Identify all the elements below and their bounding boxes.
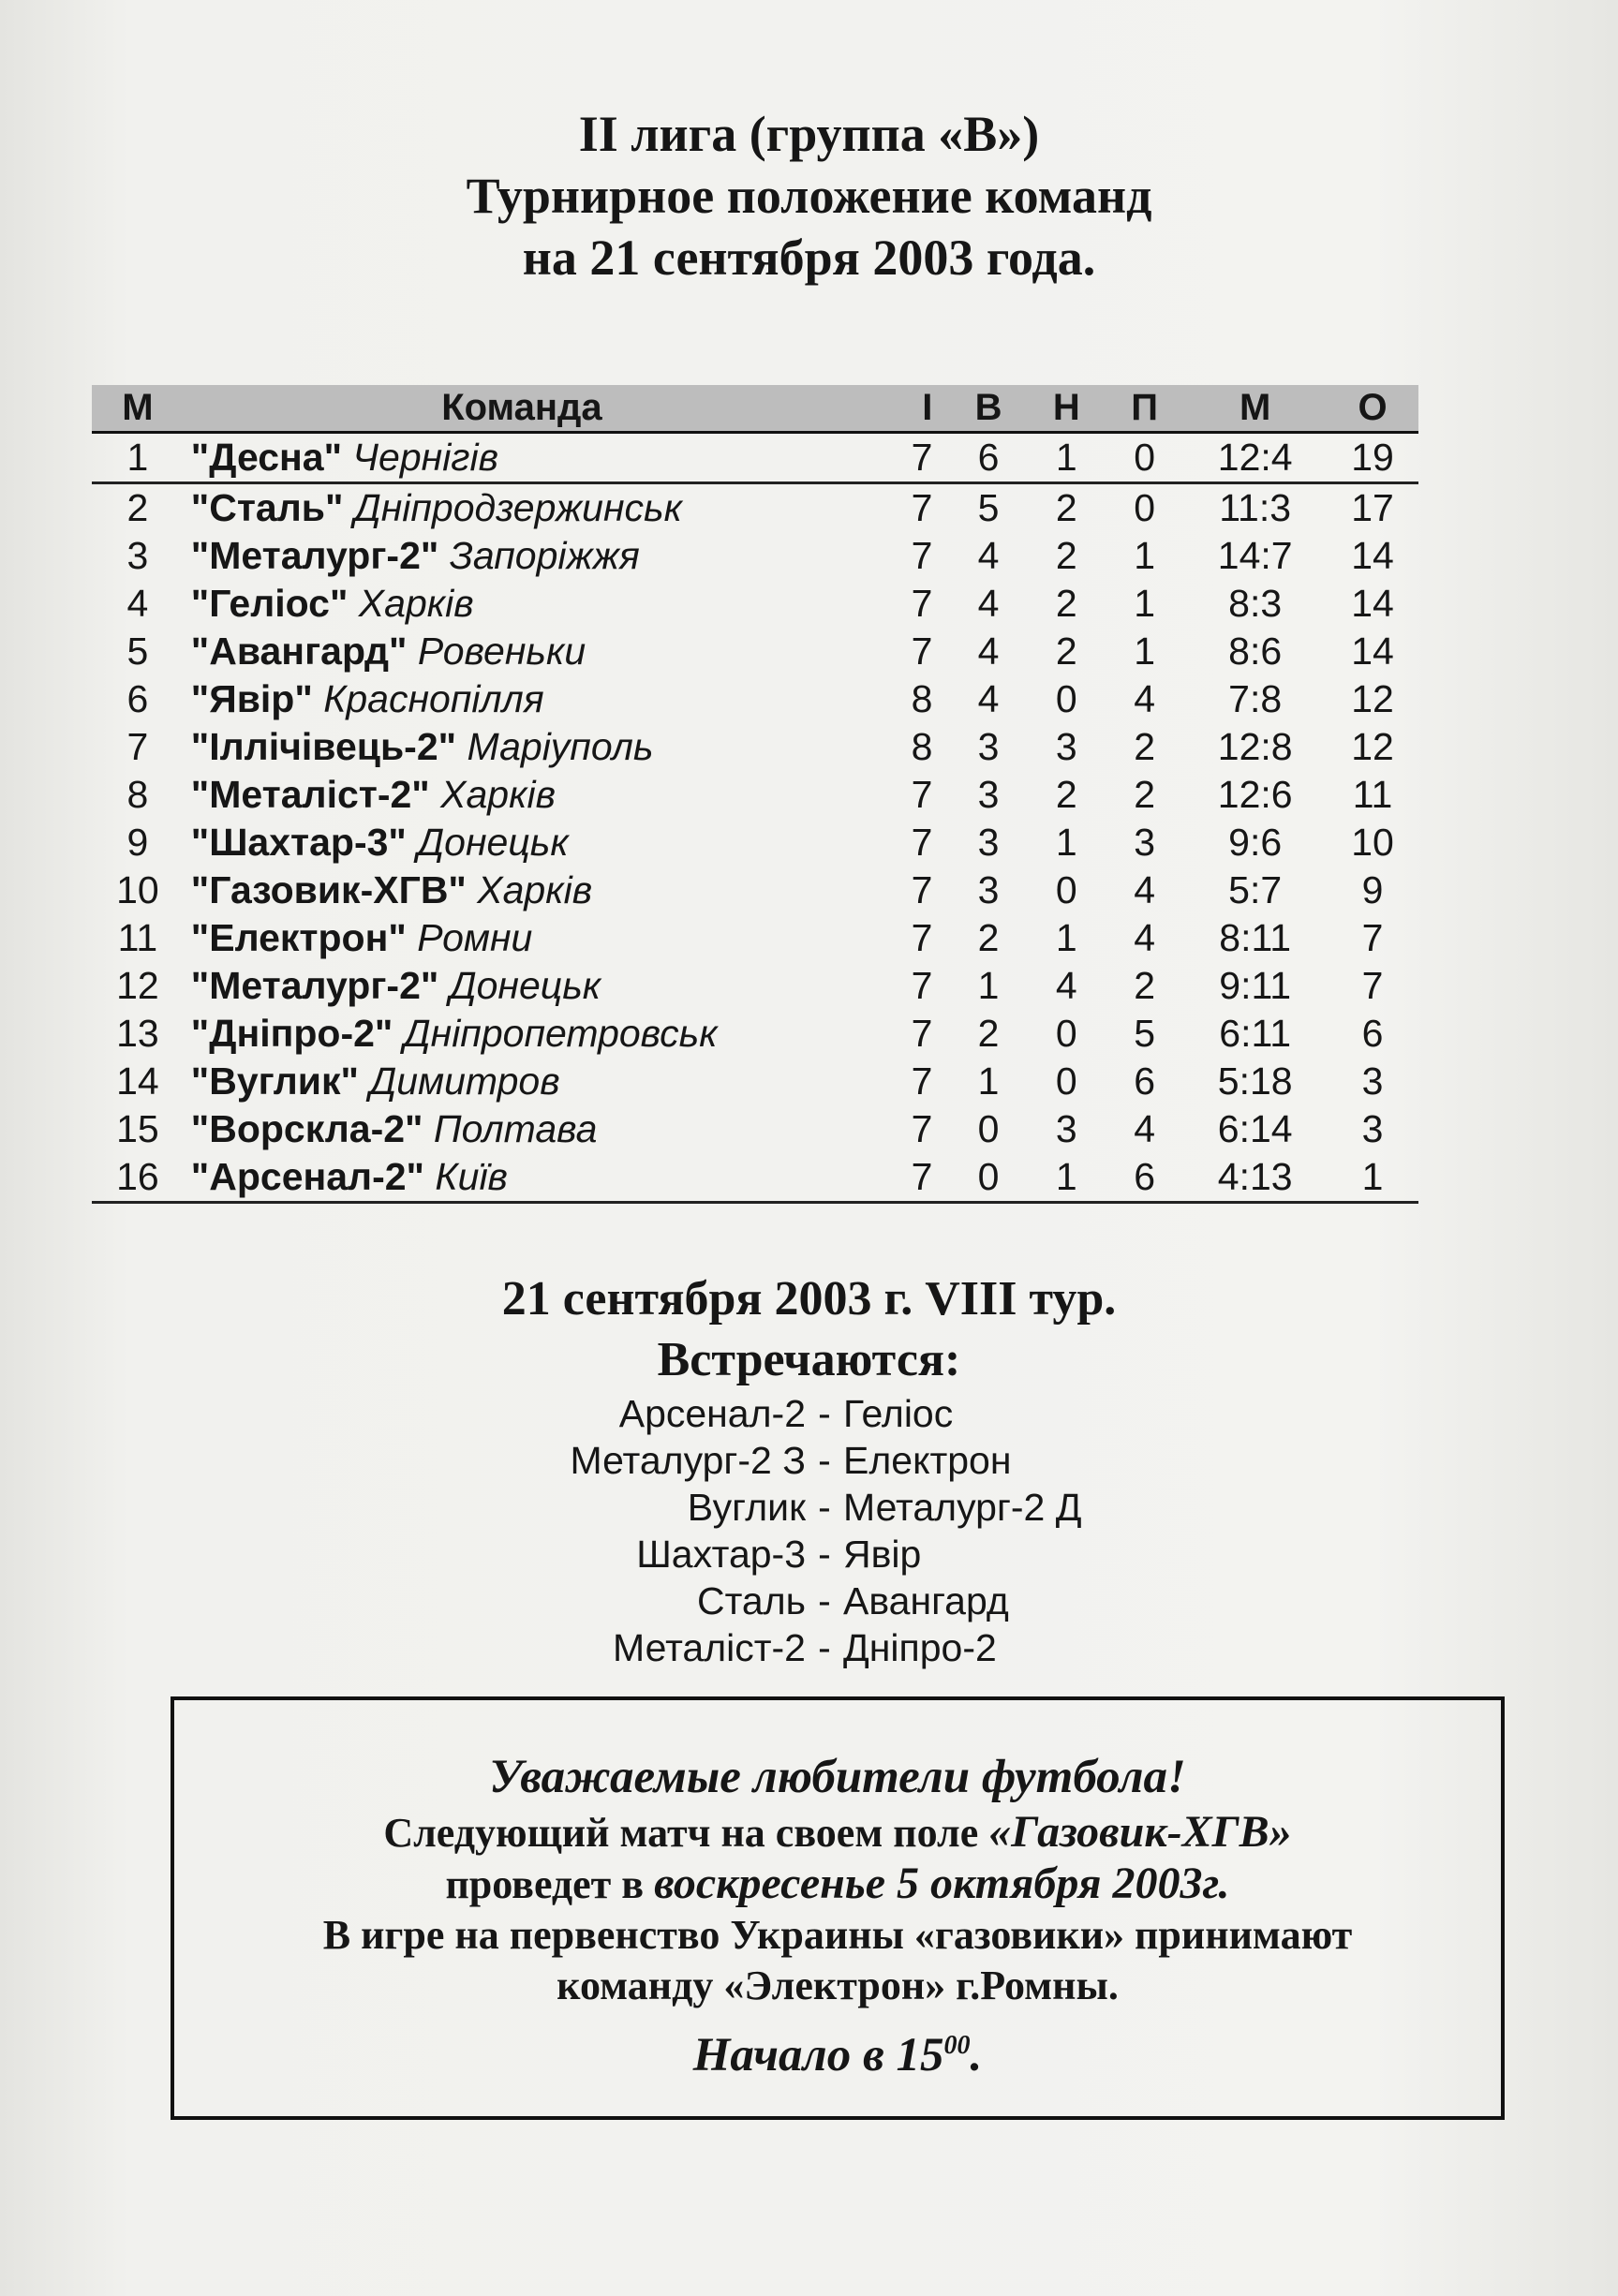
row-losses: 2	[1134, 725, 1155, 768]
row-played: 8	[911, 725, 933, 768]
team-city: Полтава	[433, 1107, 598, 1150]
team-city: Краснопілля	[323, 677, 544, 720]
row-points: 12	[1351, 677, 1394, 720]
standings-row	[92, 675, 1418, 723]
standings-table	[92, 385, 1418, 1204]
row-draws: 2	[1055, 773, 1077, 816]
row-losses: 1	[1134, 534, 1155, 577]
row-position: 15	[116, 1107, 159, 1150]
row-draws: 1	[1055, 821, 1077, 864]
row-wins: 4	[977, 677, 1000, 720]
team-name: "Сталь"	[190, 486, 344, 529]
row-losses: 4	[1134, 1107, 1155, 1150]
row-draws: 1	[1028, 1153, 1106, 1203]
team-name: "Шахтар-3"	[190, 821, 407, 864]
row-draws: 0	[1055, 868, 1077, 911]
announcement-line-opponent: В игре на первенство Украины «газовики» принимают	[322, 1912, 1353, 1958]
fixture-row	[468, 1531, 1218, 1578]
team-city: Чернігів	[352, 436, 499, 479]
team-name: "Металург-2"	[190, 964, 439, 1007]
row-position: 5	[126, 630, 149, 673]
team-name: "Десна"	[190, 436, 343, 479]
row-played: 7	[911, 582, 933, 625]
row-wins: 1	[977, 1059, 1000, 1103]
row-points: 1	[1327, 1153, 1418, 1203]
fixture-home-team: Вуглик	[687, 1486, 806, 1529]
fixture-away-team: Металург-2 Д	[843, 1486, 1082, 1529]
announcement-line-team: команду «Электрон» г.Ромны.	[557, 1963, 1119, 2008]
row-goals: 7:8	[1228, 677, 1283, 720]
row-played: 7	[911, 1107, 933, 1150]
row-position: 13	[116, 1012, 159, 1055]
row-losses: 6	[1134, 1059, 1155, 1103]
standings-title: Турнирное положение команд	[466, 168, 1152, 224]
row-points: 11	[1352, 773, 1393, 816]
standings-row	[92, 483, 1418, 533]
fixture-home-team: Металург-2 З	[570, 1439, 806, 1482]
row-points: 10	[1351, 821, 1394, 864]
row-wins: 4	[977, 630, 1000, 673]
team-city: Запоріжжя	[449, 534, 640, 577]
team-city: Харків	[358, 582, 474, 625]
announcement-box	[171, 1696, 1505, 2120]
fixture-separator: -	[818, 1579, 831, 1622]
row-points: 3	[1361, 1059, 1384, 1103]
team-name: "Металіст-2"	[190, 773, 430, 816]
row-position: 16	[92, 1153, 184, 1203]
team-city: Київ	[435, 1155, 508, 1198]
row-played: 8	[911, 677, 933, 720]
row-position: 12	[116, 964, 159, 1007]
fixture-row	[468, 1437, 1218, 1484]
row-points: 7	[1361, 916, 1384, 959]
row-wins: 2	[977, 916, 1000, 959]
fixture-separator: -	[818, 1439, 831, 1482]
row-position: 2	[126, 486, 149, 529]
row-losses: 2	[1134, 773, 1155, 816]
row-team	[184, 771, 853, 819]
row-wins: 6	[949, 433, 1027, 483]
row-losses: 4	[1134, 677, 1155, 720]
row-team	[184, 867, 853, 914]
row-draws: 0	[1055, 677, 1077, 720]
team-name: "Газовик-ХГВ"	[190, 868, 467, 911]
row-played: 7	[911, 1059, 933, 1103]
standings-row	[92, 819, 1418, 867]
row-draws: 0	[1055, 1012, 1077, 1055]
kickoff-period: .	[970, 2029, 983, 2081]
fixture-away-team: Явір	[843, 1533, 922, 1576]
team-city: Дніпропетровськ	[403, 1012, 718, 1055]
row-losses: 1	[1134, 582, 1155, 625]
team-name: "Геліос"	[190, 582, 349, 625]
row-goals: 6:14	[1217, 1107, 1293, 1150]
row-draws: 2	[1055, 486, 1077, 529]
row-wins: 3	[977, 725, 1000, 768]
row-position: 1	[92, 433, 184, 483]
row-position: 9	[126, 821, 149, 864]
row-played: 7	[911, 916, 933, 959]
row-goals: 12:4	[1183, 433, 1327, 483]
kickoff-label: Начало в 15	[692, 2029, 944, 2081]
row-goals: 8:3	[1228, 582, 1283, 625]
row-goals: 9:6	[1228, 821, 1283, 864]
fixture-away-team: Авангард	[843, 1579, 1009, 1622]
team-name: "Металург-2"	[190, 534, 439, 577]
row-draws: 1	[1055, 916, 1077, 959]
col-team: Команда	[184, 385, 853, 433]
row-points: 12	[1351, 725, 1394, 768]
team-name: "Авангард"	[190, 630, 408, 673]
fixture-away-team: Дніпро-2	[843, 1626, 997, 1669]
row-goals: 11:3	[1219, 486, 1292, 529]
row-wins: 2	[977, 1012, 1000, 1055]
row-points: 19	[1327, 433, 1418, 483]
team-city: Харків	[440, 773, 556, 816]
row-played: 7	[911, 868, 933, 911]
standings-body	[92, 433, 1418, 1203]
row-losses: 0	[1106, 433, 1183, 483]
row-goals: 14:7	[1217, 534, 1293, 577]
team-city: Ровеньки	[417, 630, 586, 673]
team-city: Димитров	[369, 1059, 560, 1103]
row-draws: 2	[1055, 582, 1077, 625]
row-team	[184, 1153, 853, 1203]
row-team	[184, 628, 853, 675]
announcement-line-date	[174, 1859, 1501, 1910]
row-position: 11	[117, 916, 158, 959]
home-team-name: «Газовик-ХГВ»	[988, 1807, 1292, 1857]
row-points: 14	[1351, 534, 1394, 577]
col-position: М	[92, 385, 184, 433]
standings-row	[92, 580, 1418, 628]
row-points: 14	[1351, 630, 1394, 673]
team-city: Маріуполь	[467, 725, 654, 768]
row-points: 9	[1361, 868, 1384, 911]
standings-row	[92, 867, 1418, 914]
row-wins: 1	[977, 964, 1000, 1007]
standings-row	[92, 1010, 1418, 1058]
team-name: "Електрон"	[190, 916, 407, 959]
team-name: "Дніпро-2"	[190, 1012, 393, 1055]
fixture-separator: -	[818, 1486, 831, 1529]
announcement-line-next-match	[174, 1807, 1501, 1859]
fixture-home-team: Шахтар-3	[636, 1533, 806, 1576]
row-team	[184, 962, 853, 1010]
row-wins: 5	[977, 486, 1000, 529]
col-points: О	[1327, 385, 1418, 433]
fixtures-title: Встречаются:	[657, 1333, 961, 1386]
kickoff-minutes: 00	[943, 2031, 971, 2060]
row-losses: 2	[1134, 964, 1155, 1007]
row-position: 6	[126, 677, 149, 720]
row-losses: 6	[1106, 1153, 1183, 1203]
row-played: 7	[853, 1153, 949, 1203]
col-played: І	[853, 385, 949, 433]
row-team	[184, 1010, 853, 1058]
row-position: 10	[116, 868, 159, 911]
col-goals: М	[1183, 385, 1327, 433]
row-points: 14	[1351, 582, 1394, 625]
row-goals: 8:11	[1219, 916, 1292, 959]
team-city: Дніпродзержинськ	[353, 486, 682, 529]
row-played: 7	[911, 964, 933, 1007]
row-draws: 2	[1055, 534, 1077, 577]
fixture-row	[468, 1484, 1218, 1531]
row-goals: 6:11	[1219, 1012, 1292, 1055]
match-date: воскресенье 5 октября 2003г.	[654, 1859, 1230, 1908]
row-draws: 3	[1055, 725, 1077, 768]
team-name: "Ворскла-2"	[190, 1107, 423, 1150]
row-team	[184, 723, 853, 771]
row-position: 4	[126, 582, 149, 625]
page-heading	[0, 103, 1618, 289]
standings-row	[92, 1105, 1418, 1153]
row-played: 7	[911, 534, 933, 577]
row-draws: 0	[1055, 1059, 1077, 1103]
row-team	[184, 819, 853, 867]
row-position: 8	[126, 773, 149, 816]
row-played: 7	[911, 486, 933, 529]
row-goals: 9:11	[1219, 964, 1292, 1007]
team-name: "Арсенал-2"	[190, 1155, 424, 1198]
team-city: Харків	[477, 868, 593, 911]
row-team	[184, 532, 853, 580]
row-draws: 3	[1055, 1107, 1077, 1150]
fixtures-list	[468, 1390, 1218, 1671]
standings-row	[92, 914, 1418, 962]
row-wins: 0	[977, 1107, 1000, 1150]
row-points: 7	[1361, 964, 1384, 1007]
row-losses: 4	[1134, 868, 1155, 911]
standings-row	[92, 532, 1418, 580]
standings-date: на 21 сентября 2003 года.	[522, 230, 1096, 286]
fixture-separator: -	[818, 1392, 831, 1435]
row-wins: 3	[977, 773, 1000, 816]
fixture-home-team: Металіст-2	[613, 1626, 806, 1669]
announcement-greeting: Уважаемые любители футбола!	[489, 1751, 1186, 1803]
row-team	[184, 483, 853, 533]
fixture-away-team: Електрон	[843, 1439, 1012, 1482]
row-losses: 0	[1134, 486, 1155, 529]
row-goals: 12:6	[1217, 773, 1293, 816]
announcement-text: проведет в	[445, 1861, 655, 1907]
row-position: 14	[116, 1059, 159, 1103]
fixture-away-team: Геліос	[843, 1392, 954, 1435]
row-wins: 3	[977, 821, 1000, 864]
row-team	[184, 675, 853, 723]
row-wins: 3	[977, 868, 1000, 911]
row-team	[184, 580, 853, 628]
fixture-home-team: Арсенал-2	[618, 1392, 806, 1435]
row-goals: 12:8	[1217, 725, 1293, 768]
row-position: 3	[126, 534, 149, 577]
standings-row	[92, 433, 1418, 483]
announcement-text: Следующий матч на своем поле	[383, 1810, 989, 1856]
tour-title: 21 сентября 2003 г. VIII тур.	[501, 1272, 1117, 1326]
team-city: Ромни	[417, 916, 533, 959]
row-points: 6	[1361, 1012, 1384, 1055]
fixture-home-team: Сталь	[696, 1579, 806, 1622]
kickoff-time	[174, 2017, 1501, 2084]
col-losses: П	[1106, 385, 1183, 433]
col-draws: Н	[1028, 385, 1106, 433]
fixture-row	[468, 1578, 1218, 1624]
standings-row	[92, 962, 1418, 1010]
row-losses: 1	[1134, 630, 1155, 673]
row-draws: 2	[1055, 630, 1077, 673]
fixture-row	[468, 1390, 1218, 1437]
team-name: "Вуглик"	[190, 1059, 359, 1103]
row-team	[184, 914, 853, 962]
row-wins: 4	[977, 534, 1000, 577]
row-losses: 3	[1134, 821, 1155, 864]
row-wins: 4	[977, 582, 1000, 625]
fixture-row	[468, 1624, 1218, 1671]
row-played: 7	[911, 1012, 933, 1055]
row-wins: 0	[949, 1153, 1027, 1203]
standings-row	[92, 723, 1418, 771]
standings-header-row	[92, 385, 1418, 433]
standings-row	[92, 628, 1418, 675]
team-name: "Іллічівець-2"	[190, 725, 457, 768]
row-losses: 4	[1134, 916, 1155, 959]
row-position: 7	[126, 725, 149, 768]
row-points: 17	[1351, 486, 1394, 529]
fixture-separator: -	[818, 1626, 831, 1669]
standings-row	[92, 1153, 1418, 1203]
row-draws: 1	[1028, 433, 1106, 483]
team-city: Донецьк	[449, 964, 601, 1007]
standings-row	[92, 771, 1418, 819]
fixture-separator: -	[818, 1533, 831, 1576]
row-goals: 5:7	[1228, 868, 1283, 911]
row-played: 7	[853, 433, 949, 483]
row-played: 7	[911, 630, 933, 673]
row-played: 7	[911, 773, 933, 816]
row-goals: 4:13	[1183, 1153, 1327, 1203]
row-goals: 8:6	[1228, 630, 1283, 673]
row-draws: 4	[1055, 964, 1077, 1007]
team-city: Донецьк	[417, 821, 569, 864]
row-goals: 5:18	[1217, 1059, 1293, 1103]
row-team	[184, 433, 853, 483]
row-points: 3	[1361, 1107, 1384, 1150]
team-name: "Явір"	[190, 677, 313, 720]
row-team	[184, 1058, 853, 1105]
row-played: 7	[911, 821, 933, 864]
row-losses: 5	[1134, 1012, 1155, 1055]
row-team	[184, 1105, 853, 1153]
standings-row	[92, 1058, 1418, 1105]
col-wins: В	[949, 385, 1027, 433]
league-title: II лига (группа «В»)	[578, 106, 1040, 162]
